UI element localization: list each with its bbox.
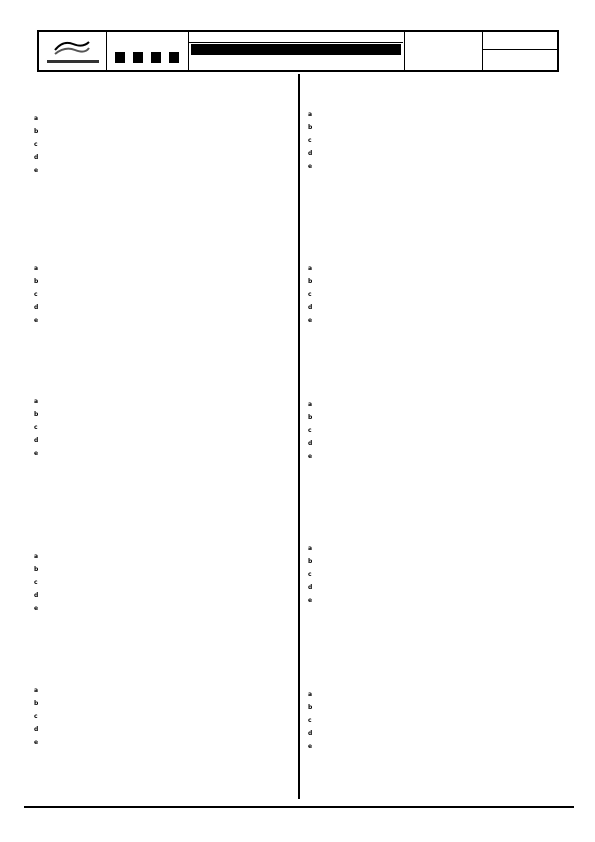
code-box — [115, 52, 125, 63]
option-a[interactable]: a — [308, 691, 313, 698]
question-stem-line — [308, 80, 563, 94]
question-stem-line — [308, 674, 563, 688]
option-b[interactable]: b — [308, 278, 313, 285]
question-4 — [34, 522, 289, 615]
option-a[interactable]: a — [34, 265, 39, 272]
option-b[interactable]: b — [34, 278, 39, 285]
option-a[interactable]: a — [34, 115, 39, 122]
option-d[interactable]: d — [34, 726, 39, 733]
option-d[interactable]: d — [308, 584, 313, 591]
code-box — [169, 52, 179, 63]
option-b[interactable]: b — [34, 411, 39, 418]
option-d[interactable]: d — [34, 592, 39, 599]
code-box — [151, 52, 161, 63]
exam-code-boxes — [115, 52, 181, 64]
logo-cell — [39, 32, 107, 70]
option-c[interactable]: c — [308, 137, 312, 144]
question-6 — [308, 80, 563, 173]
option-b[interactable]: b — [34, 566, 39, 573]
subject-cell — [405, 32, 483, 70]
question-5 — [34, 656, 289, 749]
option-b[interactable]: b — [34, 128, 39, 135]
question-stem-line — [34, 536, 289, 550]
question-8 — [308, 370, 563, 463]
option-e[interactable]: e — [34, 317, 39, 324]
option-e[interactable]: e — [308, 453, 313, 460]
meta-top — [483, 32, 557, 50]
footer-rule — [24, 806, 574, 808]
option-e[interactable]: e — [308, 317, 313, 324]
exam-code-cell — [107, 32, 189, 70]
option-d[interactable]: d — [34, 437, 39, 444]
option-e[interactable]: e — [34, 739, 39, 746]
exam-title-top — [189, 32, 403, 43]
question-stem-line — [308, 248, 563, 262]
option-d[interactable]: d — [34, 304, 39, 311]
question-stem-line — [308, 384, 563, 398]
question-stem-line — [34, 98, 289, 112]
option-c[interactable]: c — [34, 579, 38, 586]
option-a[interactable]: a — [308, 401, 313, 408]
option-d[interactable]: d — [308, 304, 313, 311]
question-1 — [34, 84, 289, 177]
option-c[interactable]: c — [34, 291, 38, 298]
column-divider — [298, 74, 300, 799]
option-c[interactable]: c — [308, 717, 312, 724]
meta-cell — [483, 32, 557, 70]
option-c[interactable]: c — [34, 141, 38, 148]
option-a[interactable]: a — [308, 265, 313, 272]
question-stem-line — [308, 660, 563, 674]
option-a[interactable]: a — [34, 398, 39, 405]
question-stem-line — [308, 514, 563, 528]
option-c[interactable]: c — [308, 427, 312, 434]
option-e[interactable]: e — [34, 605, 39, 612]
question-stem-line — [34, 522, 289, 536]
option-d[interactable]: d — [34, 154, 39, 161]
logo-icon — [53, 38, 91, 58]
question-stem-line — [34, 381, 289, 395]
option-b[interactable]: b — [308, 704, 313, 711]
option-d[interactable]: d — [308, 440, 313, 447]
code-box — [133, 52, 143, 63]
question-stem-line — [308, 528, 563, 542]
question-10 — [308, 660, 563, 753]
exam-title-cell — [189, 32, 405, 70]
option-a[interactable]: a — [308, 545, 313, 552]
option-e[interactable]: e — [34, 167, 39, 174]
exam-title-sub — [189, 57, 403, 67]
option-c[interactable]: c — [308, 291, 312, 298]
option-e[interactable]: e — [34, 450, 39, 457]
option-b[interactable]: b — [34, 700, 39, 707]
question-7 — [308, 234, 563, 327]
option-b[interactable]: b — [308, 414, 313, 421]
exam-header — [37, 30, 559, 72]
option-e[interactable]: e — [308, 163, 313, 170]
question-stem-line — [34, 248, 289, 262]
exam-code-label — [111, 37, 183, 43]
option-d[interactable]: d — [308, 150, 313, 157]
option-e[interactable]: e — [308, 597, 313, 604]
option-c[interactable]: c — [308, 571, 312, 578]
option-c[interactable]: c — [34, 713, 38, 720]
question-stem-line — [308, 234, 563, 248]
option-c[interactable]: c — [34, 424, 38, 431]
question-stem-line — [308, 94, 563, 108]
option-d[interactable]: d — [308, 730, 313, 737]
question-9 — [308, 514, 563, 607]
logo-caption — [47, 60, 99, 63]
option-e[interactable]: e — [308, 743, 313, 750]
question-stem-line — [34, 367, 289, 381]
option-b[interactable]: b — [308, 558, 313, 565]
option-b[interactable]: b — [308, 124, 313, 131]
option-a[interactable]: a — [308, 111, 313, 118]
question-stem-line — [34, 234, 289, 248]
option-a[interactable]: a — [34, 687, 39, 694]
question-stem-line — [34, 670, 289, 684]
question-stem-line — [34, 84, 289, 98]
question-stem-line — [34, 656, 289, 670]
question-2 — [34, 234, 289, 327]
question-stem-line — [308, 370, 563, 384]
question-3 — [34, 367, 289, 460]
exam-title-band — [191, 44, 401, 55]
option-a[interactable]: a — [34, 553, 39, 560]
